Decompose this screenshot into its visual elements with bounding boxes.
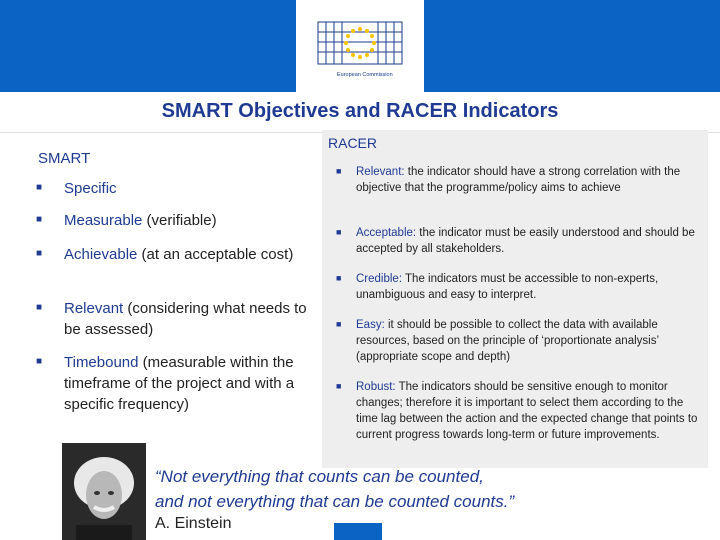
bullet-icon: ■	[336, 381, 342, 391]
quote-author: A. Einstein	[155, 515, 232, 532]
smart-term: Measurable	[64, 212, 143, 229]
racer-term: Easy:	[356, 319, 385, 331]
smart-term: Achievable	[64, 246, 138, 263]
page-title: SMART Objectives and RACER Indicators	[161, 100, 559, 122]
einstein-portrait	[62, 443, 146, 540]
racer-desc: the indicator must be easily understood and should be accepted by all stakeholders.	[356, 227, 695, 255]
racer-heading: RACER	[328, 135, 378, 151]
racer-desc: The indicators should be sensitive enough to monitor changes; therefore it is important to select them according to the time lag between the action and the expected change that points to current progress towards long-term or future improvements.	[356, 381, 698, 441]
racer-term: Acceptable:	[356, 227, 417, 239]
smart-desc: (at an acceptable cost)	[137, 246, 294, 263]
bullet-icon: ■	[336, 273, 342, 283]
racer-term: Robust:	[356, 381, 396, 393]
bullet-icon: ■	[336, 319, 342, 329]
bullet-icon: ■	[36, 248, 43, 259]
quote-line-2: and not everything that can be counted counts.”	[155, 492, 515, 511]
bullet-icon: ■	[36, 302, 43, 313]
bullet-icon: ■	[336, 227, 342, 237]
eu-flag-strip	[334, 523, 382, 540]
bullet-icon: ■	[36, 214, 43, 225]
racer-desc: The indicators must be accessible to non-experts, unambiguous and easy to interpret.	[356, 273, 659, 301]
racer-desc: it should be possible to collect the data with available resources, based on the principle of ‘proportionate analysis’ (appropriate scope and depth)	[356, 319, 659, 363]
smart-heading: SMART	[38, 150, 91, 167]
racer-term: Relevant:	[356, 166, 405, 178]
bullet-icon: ■	[336, 166, 342, 176]
quote-line-1: “Not everything that counts can be counted,	[155, 467, 484, 486]
smart-desc: (considering what needs to be assessed)	[64, 300, 307, 338]
smart-desc: (verifiable)	[142, 212, 217, 229]
racer-term: Credible:	[356, 273, 403, 285]
smart-term: Specific	[64, 180, 117, 197]
bullet-icon: ■	[36, 182, 43, 193]
smart-desc: (measurable within the timeframe of the project and with a specific frequency)	[64, 354, 295, 413]
smart-term: Timebound	[64, 354, 139, 371]
smart-term: Relevant	[64, 300, 124, 317]
logo-caption: European Commission	[337, 72, 393, 78]
quote	[155, 464, 615, 514]
racer-desc: the indicator should have a strong correlation with the objective that the programme/policy aims to achieve	[356, 166, 681, 194]
european-commission-logo	[296, 0, 424, 92]
bullet-icon: ■	[36, 356, 43, 367]
